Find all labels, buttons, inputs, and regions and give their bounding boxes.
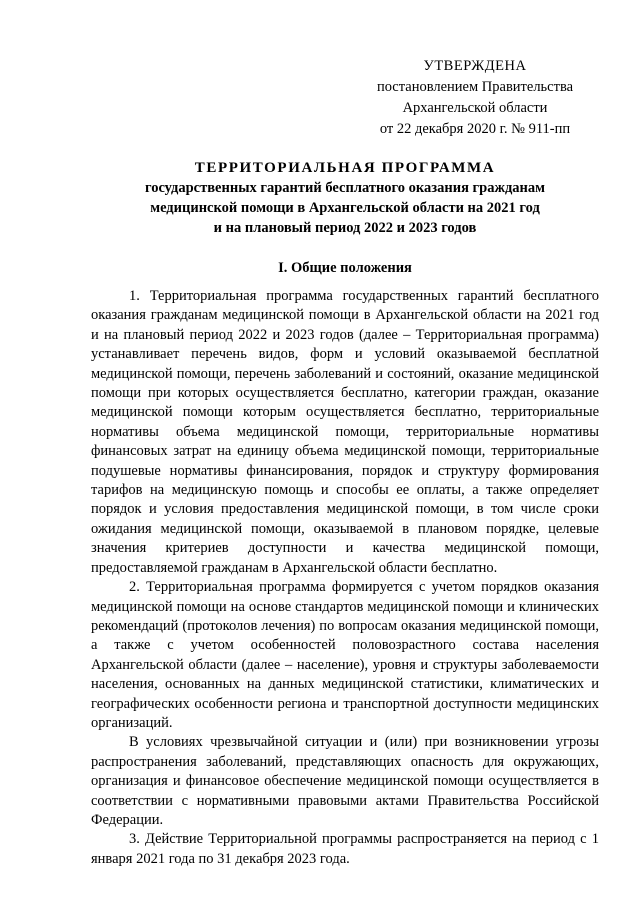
approval-authority: постановлением Правительства [376, 79, 574, 95]
paragraph-2: 2. Территориальная программа формируется с учетом порядков оказания медицинской помощи на основе стандартов медицинской помощи и клинических рекомендаций (протоколов лечения) по вопросам оказания медицинской помощи, а также с учетом особенностей половозрастного состава населения Архангельской области (далее – население), уровня и структуры заболеваемости населения, основанных на данных медицинской статистики, климатических и географических особенности региона и транспортной доступности медицинских организаций. [91, 579, 599, 731]
document-body [91, 287, 599, 869]
approval-title: УТВЕРЖДЕНА [423, 58, 527, 74]
paragraph-1: 1. Территориальная программа государственных гарантий бесплатного оказания гражданам медицинской помощи в Архангельской области на 2021 год и на плановый период 2022 и 2023 годов (далее – Территориальная программа) устанавливает перечень видов, форм и условий оказываемой бесплатной медицинской помощи, перечень заболеваний и состояний, оказание медицинской помощи при которых осуществляется бесплатно, категории граждан, оказание медицинской помощи которым осуществляется бесплатно, территориальные нормативы объема медицинской помощи, территориальные нормативы финансовых затрат на единицу объема медицинской помощи, территориальные подушевые нормативы финансирования, порядок и структуру формирования тарифов на медицинскую помощь и способы ее оплаты, а также определяет порядок и условия предоставления медицинской помощи, в том числе сроки ожидания медицинской помощи, оказываемой в плановом порядке, целевые значения критериев доступности и качества медицинской помощи, предоставляемой гражданам в Архангельской области бесплатно. [91, 288, 599, 576]
document-subtitle-line-1: государственных гарантий бесплатного оказания гражданам [144, 180, 546, 196]
document-main-title: ТЕРРИТОРИАЛЬНАЯ ПРОГРАММА [194, 160, 496, 176]
document-subtitle-line-3: и на плановый период 2022 и 2023 годов [213, 220, 477, 236]
document-title [80, 158, 610, 238]
approval-stamp [370, 56, 580, 140]
paragraph-4: 3. Действие Территориальной программы распространяется на период с 1 января 2021 года по 31 декабря 2023 года. [91, 831, 599, 867]
document-subtitle-line-2: медицинской помощи в Архангельской области на 2021 год [150, 200, 540, 216]
paragraph-3: В условиях чрезвычайной ситуации и (или) при возникновении угрозы распространения заболеваний, представляющих опасность для окружающих, организация и финансовое обеспечение медицинской помощи осуществляется в соответствии с нормативными правовыми актами Правительства Российской Федерации. [91, 734, 599, 828]
approval-region: Архангельской области [402, 100, 548, 116]
section-heading: I. Общие положения [278, 260, 412, 276]
approval-date-number: от 22 декабря 2020 г. № 911-пп [379, 121, 571, 137]
